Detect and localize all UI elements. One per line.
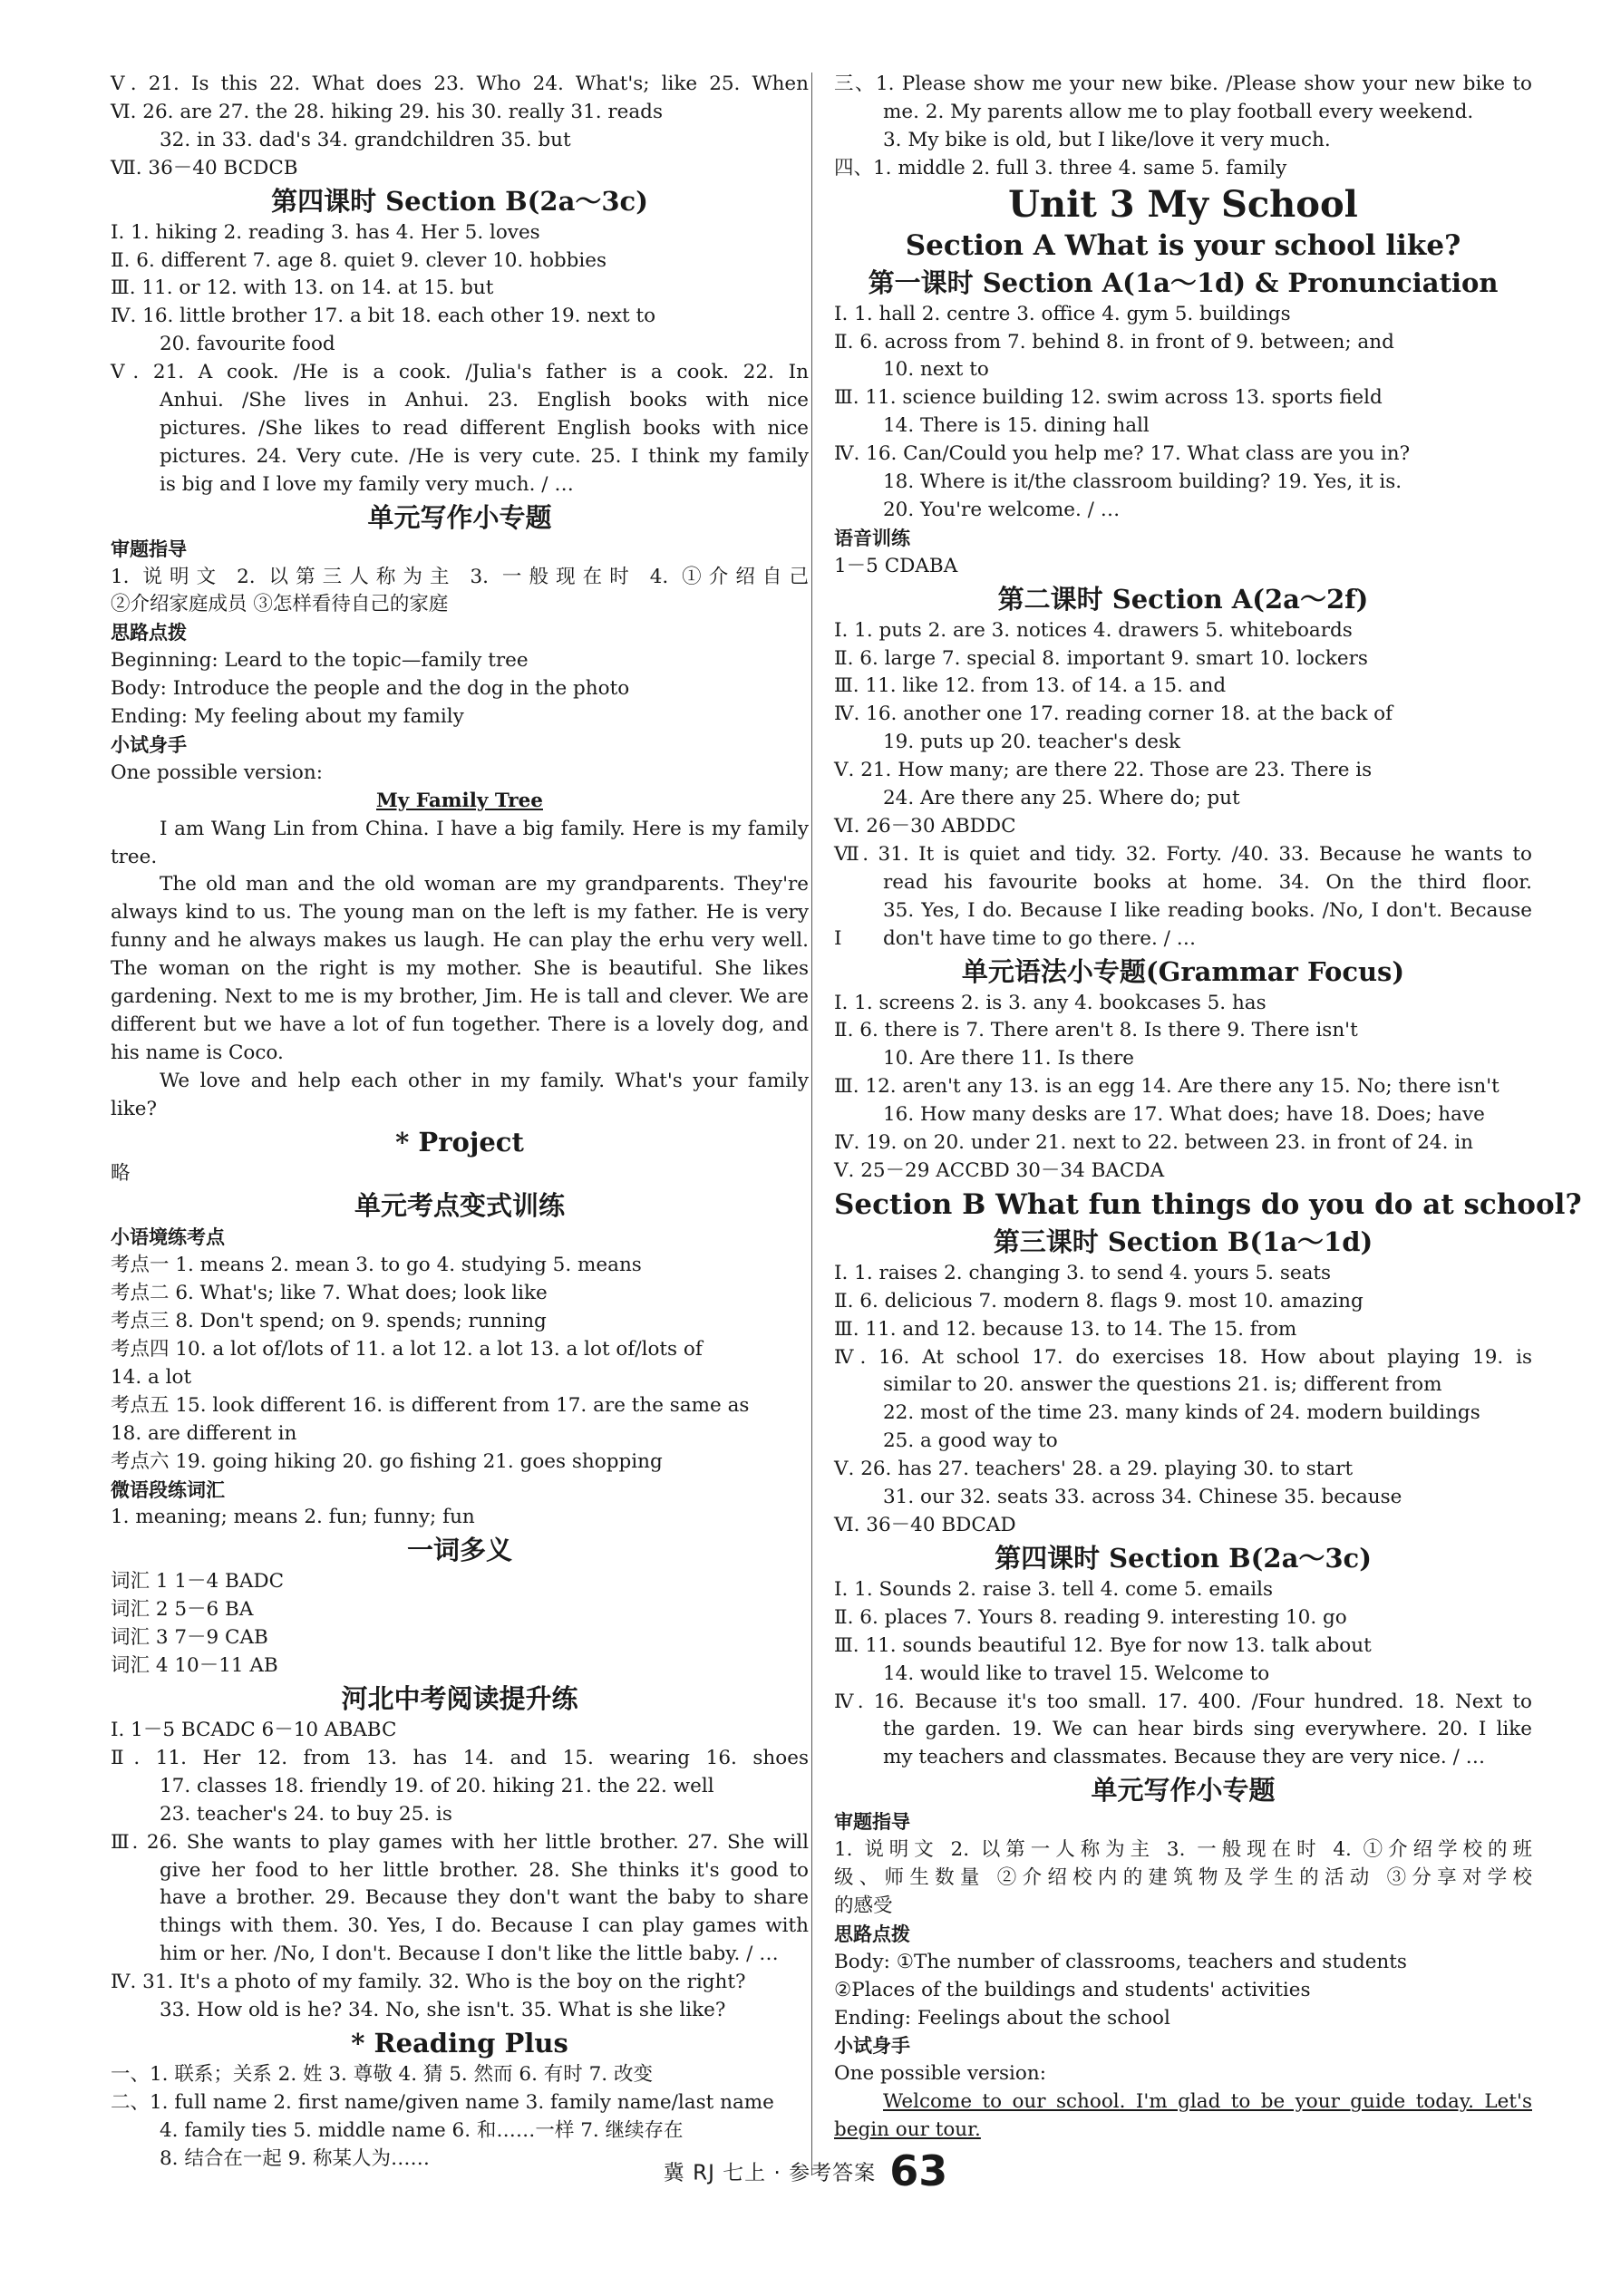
answer-line: things with them. 30. Yes, I do. Because I can play games with xyxy=(160,1914,809,1938)
answer-line: Ⅰ. 1. raises 2. changing 3. to send 4. yours 5. seats xyxy=(834,1261,1332,1284)
answer-line: give her food to her little brother. 28. She thinks it's good to xyxy=(160,1858,809,1882)
answer-line: Ⅰ. 1. Sounds 2. raise 3. tell 4. come 5. emails xyxy=(834,1577,1274,1601)
section-heading: Section B What fun things do you do at school? xyxy=(834,1187,1582,1221)
answer-line: Ⅵ. 36－40 BDCAD xyxy=(834,1513,1016,1536)
answer-line: Ⅳ. 16. At school 17. do exercises 18. How about playing 19. is xyxy=(834,1345,1532,1369)
answer-line: 的感受 xyxy=(834,1894,893,1917)
answer-line: pictures. /She likes to read different English books with nice xyxy=(160,416,809,440)
answer-line: One possible version: xyxy=(111,760,323,784)
answer-line: don't have time to go there. / … xyxy=(883,926,1197,950)
answer-line: always kind to us. The young man on the left is my father. He is very xyxy=(111,901,809,925)
answer-line: 35. Yes, I do. Because I like reading books. /No, I don't. Because I xyxy=(834,898,1532,950)
subheading: 微语段练词汇 xyxy=(111,1477,225,1501)
answer-line: is big and I love my family very much. / … xyxy=(160,472,574,496)
answer-line: tree. xyxy=(111,845,158,868)
answer-line: Ⅱ. 6. large 7. special 8. important 9. smart 10. lockers xyxy=(834,646,1368,670)
answer-line: pictures. 24. Very cute. /He is very cute. 25. I think my family xyxy=(160,444,809,468)
subheading: 小试身手 xyxy=(111,732,187,756)
answer-line: Ⅶ. 31. It is quiet and tidy. 32. Forty. /40. 33. Because he wants to xyxy=(834,842,1532,866)
subheading: 小试身手 xyxy=(834,2034,910,2058)
subheading: 思路点拨 xyxy=(834,1922,910,1945)
answer-line: Ⅳ. 16. another one 17. reading corner 18. at the back of xyxy=(834,702,1393,726)
answer-line: begin our tour. xyxy=(834,2118,981,2142)
section-heading: 第一课时 Section A(1a～1d) & Pronunciation xyxy=(868,266,1499,298)
answer-line: 10. Are there 11. Is there xyxy=(883,1047,1135,1070)
answer-line: Ⅳ. 16. Because it's too small. 17. 400. /Four hundred. 18. Next to xyxy=(834,1690,1532,1713)
section-heading: Unit 3 My School xyxy=(1008,182,1358,226)
answer-line: 23. teacher's 24. to buy 25. is xyxy=(160,1802,452,1826)
footer-label: 冀 RJ 七上 · 参考答案 xyxy=(663,2161,877,2185)
answer-line: Ⅱ. 6. across from 7. behind 8. in front of 9. between; and xyxy=(834,330,1394,354)
answer-line: Ⅲ. 12. aren't any 13. is an egg 14. Are there any 15. No; there isn't xyxy=(834,1075,1499,1099)
answer-line: Ⅱ. 11. Her 12. from 13. has 14. and 15. wearing 16. shoes xyxy=(111,1746,809,1769)
answer-line: Ⅵ. 26－30 ABDDC xyxy=(834,815,1016,838)
section-heading: 河北中考阅读提升练 xyxy=(341,1683,578,1714)
left-column xyxy=(111,71,809,2174)
answer-line: 14. would like to travel 15. Welcome to xyxy=(883,1661,1270,1685)
answer-line: 三、1. Please show me your new bike. /Please show your new bike to xyxy=(834,73,1532,95)
answer-line: Ending: My feeling about my family xyxy=(111,705,464,729)
subheading: 小语境练考点 xyxy=(111,1226,225,1249)
page-footer xyxy=(0,2146,1611,2195)
section-heading: 单元语法小专题(Grammar Focus) xyxy=(961,955,1405,987)
answer-line: ②介绍家庭成员 ③怎样看待自己的家庭 xyxy=(111,593,449,616)
section-heading: 单元写作小专题 xyxy=(367,501,552,533)
answer-line: Ⅰ. 1. screens 2. is 3. any 4. bookcases 5. has xyxy=(834,991,1266,1014)
answer-line: different but we have a lot of fun together. There is a lovely dog, and xyxy=(111,1012,809,1036)
answer-line: 1. 说明文 2. 以第三人称为主 3. 一般现在时 4. ①介绍自己 xyxy=(111,565,809,588)
answer-line: Ⅳ. 31. It's a photo of my family. 32. Who is the boy on the right? xyxy=(111,1971,746,1994)
subheading: 思路点拨 xyxy=(111,621,187,644)
answer-line: 18. are different in xyxy=(111,1421,297,1445)
answer-line: 25. a good way to xyxy=(883,1429,1058,1453)
answer-line: 22. most of the time 23. many kinds of 24. modern buildings xyxy=(883,1401,1480,1425)
answer-line: 考点五 15. look different 16. is different from 17. are the same as xyxy=(111,1393,750,1417)
answer-line: 31. our 32. seats 33. across 34. Chinese 35. because xyxy=(883,1486,1402,1509)
answer-line: 一、1. 联系；关系 2. 姓 3. 尊敬 4. 猜 5. 然而 6. 有时 7. 改变 xyxy=(111,2062,653,2086)
answer-line: 8. 结合在一起 9. 称某人为…… xyxy=(160,2146,431,2170)
right-column xyxy=(834,71,1582,2145)
answer-line: Ⅵ. 26. are 27. the 28. hiking 29. his 30. really 31. reads xyxy=(111,100,663,123)
answer-line: Ⅲ. 11. or 12. with 13. on 14. at 15. but xyxy=(111,276,494,300)
answer-line: 词汇 2 5－6 BA xyxy=(111,1598,254,1622)
answer-line: Ⅴ. 21. How many; are there 22. Those are 23. There is xyxy=(834,759,1373,782)
answer-line: Ⅰ. 1. hall 2. centre 3. office 4. gym 5. buildings xyxy=(834,302,1291,325)
answer-line: Ⅴ. 21. Is this 22. What does 23. Who 24. What's; like 25. When xyxy=(111,73,809,95)
answer-line: 考点四 10. a lot of/lots of 11. a lot 12. a lot 13. a lot of/lots of xyxy=(111,1338,703,1361)
section-heading: 第三课时 Section B(1a～1d) xyxy=(993,1226,1373,1257)
answer-line: 24. Are there any 25. Where do; put xyxy=(883,787,1240,810)
answer-line: 词汇 3 7－9 CAB xyxy=(111,1626,268,1650)
answer-line: 20. favourite food xyxy=(160,333,335,356)
answer-line: 考点二 6. What's; like 7. What does; look like xyxy=(111,1282,548,1305)
section-heading: Section A What is your school like? xyxy=(905,228,1461,262)
answer-line: Welcome to our school. I'm glad to be your guide today. Let's xyxy=(883,2090,1532,2114)
answer-line: 20. You're welcome. / … xyxy=(883,498,1121,521)
answer-line: 4. family ties 5. middle name 6. 和……一样 7. 继续存在 xyxy=(160,2118,684,2142)
answer-line: Anhui. /She lives in Anhui. 23. English books with nice xyxy=(160,389,809,412)
answer-line: 17. classes 18. friendly 19. of 20. hiking 21. the 22. well xyxy=(160,1774,714,1797)
answer-line: funny and he always makes us laugh. He can play the erhu very well. xyxy=(111,929,809,953)
answer-line: 14. a lot xyxy=(111,1365,192,1389)
answer-line: Ⅳ. 16. little brother 17. a bit 18. each other 19. next to xyxy=(111,305,656,328)
section-heading: 单元写作小专题 xyxy=(1091,1775,1276,1807)
answer-line: 19. puts up 20. teacher's desk xyxy=(883,731,1181,754)
answer-line: 四、1. middle 2. full 3. three 4. same 5. family xyxy=(834,156,1287,179)
answer-line: Ⅶ. 36－40 BCDCB xyxy=(111,156,298,179)
answer-line: 32. in 33. dad's 34. grandchildren 35. but xyxy=(160,128,571,151)
answer-line: 33. How old is he? 34. No, she isn't. 35. What is she like? xyxy=(160,1998,726,2021)
answer-line: 考点三 8. Don't spend; on 9. spends; running xyxy=(111,1310,547,1333)
answer-line: My Family Tree xyxy=(376,789,543,812)
answer-line: Ⅱ. 6. delicious 7. modern 8. flags 9. most 10. amazing xyxy=(834,1289,1364,1313)
answer-line: ②Places of the buildings and students' activities xyxy=(834,1978,1311,2001)
section-heading: 第四课时 Section B(2a～3c) xyxy=(995,1542,1372,1574)
answer-line: Ⅱ. 6. there is 7. There aren't 8. Is there 9. There isn't xyxy=(834,1019,1358,1042)
answer-line: like? xyxy=(111,1097,158,1120)
answer-line: Ⅱ. 6. places 7. Yours 8. reading 9. interesting 10. go xyxy=(834,1605,1347,1629)
answer-line: gardening. Next to me is my brother, Jim. He is tall and clever. We are xyxy=(111,985,809,1009)
answer-line: The woman on the right is my mother. She is beautiful. She likes xyxy=(111,957,809,981)
answer-line: 二、1. full name 2. first name/given name 3. family name/last name xyxy=(111,2090,774,2114)
answer-line: Ⅲ. 11. like 12. from 13. of 14. a 15. and xyxy=(834,674,1227,698)
answer-line: 18. Where is it/the classroom building? 19. Yes, it is. xyxy=(883,470,1402,494)
answer-line: Body: Introduce the people and the dog in the photo xyxy=(111,677,630,701)
subheading: 语音训练 xyxy=(834,526,910,549)
answer-line: my teachers and classmates. Because they are very nice. / … xyxy=(883,1746,1486,1769)
subheading: 审题指导 xyxy=(834,1810,910,1834)
section-heading: * Project xyxy=(395,1126,524,1158)
answer-line: Ⅲ. 11. and 12. because 13. to 14. The 15. from xyxy=(834,1317,1297,1341)
answer-line: Ⅳ. 16. Can/Could you help me? 17. What class are you in? xyxy=(834,442,1411,466)
answer-line: him or her. /No, I don't. Because I don't like the little baby. / … xyxy=(160,1942,779,1966)
section-heading: 一词多义 xyxy=(406,1535,512,1566)
answer-line: Ⅲ. 11. science building 12. swim across 13. sports field xyxy=(834,386,1383,410)
answer-line: similar to 20. answer the questions 21. is; different from xyxy=(883,1373,1442,1397)
answer-line: One possible version: xyxy=(834,2062,1046,2086)
answer-line: Ⅱ. 6. different 7. age 8. quiet 9. clever 10. hobbies xyxy=(111,248,607,272)
answer-line: Ending: Feelings about the school xyxy=(834,2006,1170,2030)
answer-line: 略 xyxy=(111,1161,131,1185)
section-heading: 单元考点变式训练 xyxy=(354,1190,565,1222)
page-number: 63 xyxy=(889,2146,948,2195)
subheading: 审题指导 xyxy=(111,537,187,560)
section-heading: 第二课时 Section A(2a～2f) xyxy=(997,583,1369,615)
answer-line: Ⅴ. 25－29 ACCBD 30－34 BACDA xyxy=(834,1158,1165,1182)
answer-line: read his favourite books at home. 34. On the third floor. xyxy=(883,870,1532,894)
answer-line: have a brother. 29. Because they don't want the baby to share xyxy=(160,1886,809,1910)
answer-line: Ⅰ. 1－5 BCADC 6－10 ABABC xyxy=(111,1719,397,1741)
column-divider xyxy=(811,73,812,2175)
answer-line: Ⅴ. 21. A cook. /He is a cook. /Julia's father is a cook. 22. In xyxy=(111,361,809,384)
answer-line: Ⅰ. 1. puts 2. are 3. notices 4. drawers 5. whiteboards xyxy=(834,618,1353,642)
answer-line: Ⅴ. 26. has 27. teachers' 28. a 29. playing 30. to start xyxy=(834,1458,1354,1481)
answer-line: 词汇 1 1－4 BADC xyxy=(111,1570,285,1594)
answer-line: 1. 说明文 2. 以第一人称为主 3. 一般现在时 4. ①介绍学校的班 xyxy=(834,1838,1532,1862)
answer-line: We love and help each other in my family. What's your family xyxy=(160,1069,809,1092)
answer-line: 14. There is 15. dining hall xyxy=(883,414,1150,438)
answer-line: 3. My bike is old, but I like/love it very much. xyxy=(883,128,1331,151)
answer-line: his name is Coco. xyxy=(111,1041,284,1064)
answer-line: 1. meaning; means 2. fun; funny; fun xyxy=(111,1506,475,1529)
answer-line: 1－5 CDABA xyxy=(834,554,958,577)
answer-line: 10. next to xyxy=(883,358,989,382)
answer-line: 词汇 4 10－11 AB xyxy=(111,1654,278,1678)
section-heading: 第四课时 Section B(2a～3c) xyxy=(271,185,648,217)
answer-line: Body: ①The number of classrooms, teachers and students xyxy=(834,1950,1407,1973)
answer-line: 级、师生数量 ②介绍校内的建筑物及学生的活动 ③分享对学校 xyxy=(834,1866,1532,1889)
answer-line: Ⅳ. 19. on 20. under 21. next to 22. between 23. in front of 24. in xyxy=(834,1131,1473,1155)
answer-line: I am Wang Lin from China. I have a big family. Here is my family xyxy=(160,817,809,840)
answer-line: the garden. 19. We can hear birds sing everywhere. 20. I like xyxy=(883,1718,1532,1741)
answer-line: 考点一 1. means 2. mean 3. to go 4. studying 5. means xyxy=(111,1254,642,1277)
answer-line: Ⅰ. 1. hiking 2. reading 3. has 4. Her 5. loves xyxy=(111,220,540,244)
answer-line: me. 2. My parents allow me to play football every weekend. xyxy=(883,100,1474,123)
answer-line: 考点六 19. going hiking 20. go fishing 21. goes shopping xyxy=(111,1449,663,1473)
answer-line: Ⅲ. 11. sounds beautiful 12. Bye for now 13. talk about xyxy=(834,1633,1372,1657)
answer-line: The old man and the old woman are my grandparents. They're xyxy=(160,873,809,896)
answer-line: Ⅲ. 26. She wants to play games with her little brother. 27. She will xyxy=(111,1830,809,1854)
answer-line: Beginning: Leard to the topic—family tree xyxy=(111,649,529,673)
answer-line: 16. How many desks are 17. What does; have 18. Does; have xyxy=(883,1103,1485,1127)
section-heading: * Reading Plus xyxy=(351,2027,568,2059)
